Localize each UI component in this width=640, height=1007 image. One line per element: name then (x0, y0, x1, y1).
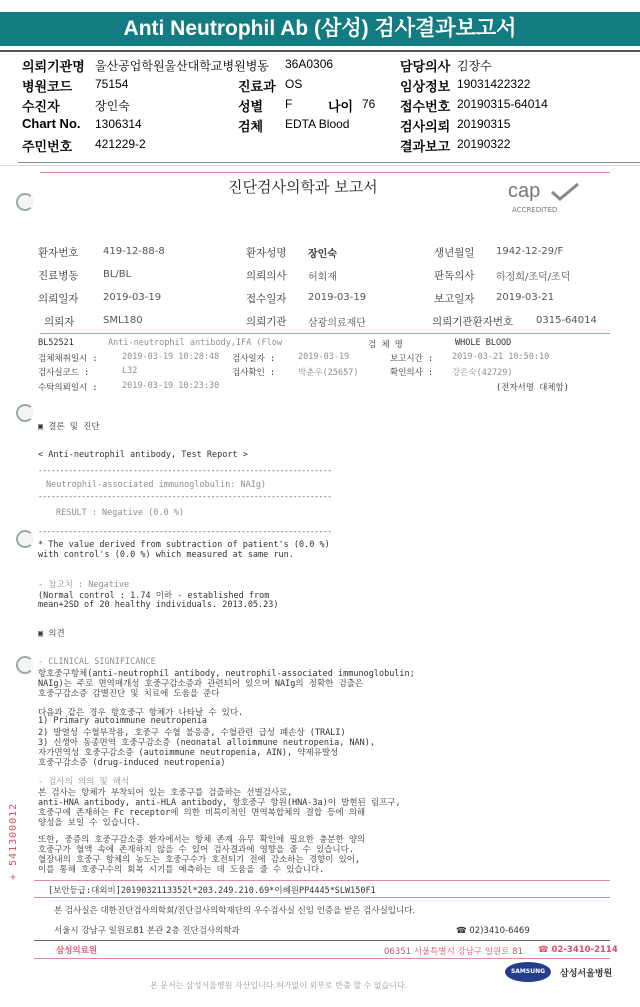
org-patient-no-value: 0315-64014 (536, 315, 597, 326)
cert-top-line (34, 880, 610, 881)
header-divider (18, 162, 640, 163)
header-divider-light (0, 165, 640, 166)
test-code: BL52521 (38, 338, 74, 348)
institution-label: 의뢰기관명 (22, 59, 85, 74)
report-date-value: 20190322 (457, 137, 511, 151)
req-doctor-label: 의뢰의사 (246, 270, 287, 282)
section-result-heading: ▣ 결론 및 진단 (38, 422, 100, 432)
confirm-label: 확인의사 : (390, 368, 434, 378)
punch-hole-icon (16, 404, 34, 422)
meaning-line-3: 호중구에 존재하는 Fc receptor에 의한 비특이적인 면역복합체의 결합 등에 의해 (38, 808, 366, 818)
req-org-label: 의뢰기관 (246, 316, 287, 328)
footer-notice: 본 문서는 삼성서울병원 자산입니다.허가없이 외부로 반출 할 수 없습니다. (150, 981, 408, 990)
cap-logo-text: cap (508, 180, 541, 202)
req-date-value: 2019-03-19 (103, 292, 162, 303)
hospital-code-value: 75154 (95, 77, 129, 91)
department-label: 진료과 (238, 79, 276, 94)
clin-line-1: 항호중구항체(anti-neutrophil antibody, neutrophil-associated immunoglobulin; (38, 669, 415, 679)
footer-hospital: 삼성의료원 (56, 946, 98, 956)
receipt-date-value: 2019-03-19 (308, 292, 367, 303)
test-code-label: 검사실코드 : (38, 368, 90, 378)
punch-hole-icon (16, 530, 34, 548)
clin-line-9: 호중구감소증 (drug-induced neutropenia) (38, 758, 226, 768)
confirm-value: 강은숙(42729) (452, 368, 513, 378)
report-time-value: 2019-03-21 10:50:10 (452, 352, 550, 362)
cap-accredited-logo (508, 180, 578, 218)
note-line-1: * The value derived from subtraction of patient's (0.0 %) (38, 540, 330, 550)
name-label: 환자성명 (246, 247, 287, 259)
request-date-value: 20190315 (457, 117, 511, 131)
req-date-label: 의뢰일자 (38, 293, 79, 305)
clin-line-8: 자가면역성 호중구감소증 (autoimmune neutropenia, AIN), 약제유발성 (38, 748, 339, 758)
meaning-line-2: anti-HNA antibody, anti-HLA antibody, 항호중구 항원(HNA-3a)이 발현된 림프구, (38, 798, 401, 808)
dash-line: -------------------------------------------------------------------- (38, 527, 332, 536)
requester-label: 의뢰자 (44, 316, 75, 328)
punch-hole-icon (16, 656, 34, 674)
dob-label: 생년월일 (434, 247, 475, 259)
reading-doctor-value: 하정희/조덕/조덕 (496, 272, 571, 283)
name-value: 장인숙 (308, 249, 337, 260)
test-name: Anti-neutrophil antibody,IFA (Flow (108, 338, 282, 348)
cap-logo-sub: ACCREDITED (512, 206, 558, 214)
age-value: 76 (362, 97, 376, 111)
cert-mid-line (34, 897, 610, 898)
meaning-title: - 검사의 의의 및 해석 (38, 777, 130, 787)
report-title: Anti Neutrophil Ab (삼성) 검사결과보고서 (0, 12, 640, 46)
rrn-label: 주민번호 (22, 139, 73, 154)
specimen-name-label: 검 체 명 (368, 340, 403, 350)
meaning-line-1: 본 검사는 항체가 부착되어 있는 호중구를 검출하는 선별검사로, (38, 788, 293, 798)
clinical-info-label: 임상정보 (400, 79, 451, 94)
info-divider (40, 333, 610, 334)
collect-value: 2019-03-19 10:28:48 (122, 352, 220, 362)
patient-value: 장인숙 (95, 99, 130, 113)
clin-line-2: NAIg)는 주로 면역매개성 호중구감소증과 관련되어 있으며 NAIg의 정확한 검출은 (38, 679, 364, 689)
test-date-label: 검사일자 : (232, 354, 276, 364)
patient-no-value: 419-12-88-8 (103, 246, 165, 257)
report-date-label-2: 보고일자 (434, 293, 475, 305)
test-date-value: 2019-03-19 (298, 352, 350, 362)
dob-value: 1942-12-29/F (496, 246, 564, 257)
security-line: [보안등급:대외비]2019032113352l*203.249.210.69*이혜원PP4445*SLW150F1 (48, 886, 376, 896)
patient-label: 수진자 (22, 99, 60, 114)
institution-value: 울산공업학원울산대학교병원병동 (95, 59, 269, 73)
doctor-value: 김장수 (457, 59, 492, 73)
clinical-info-value: 19031422322 (457, 77, 531, 91)
cert-bottom-line (34, 940, 610, 941)
meaning-line-6: 호중구가 혈액 속에 존재하지 않을 수 있어 검사결과에 영향을 줄 수 있습니다. (38, 845, 354, 855)
chart-value: 1306314 (95, 117, 142, 131)
institution-code: 36A0306 (285, 57, 334, 71)
clin-line-4: 다음과 같은 경우 항호중구 항체가 나타날 수 있다. (38, 708, 244, 718)
sex-label: 성별 (238, 99, 264, 114)
clin-title: - CLINICAL SIGNIFICANCE (38, 657, 156, 667)
dash-line: -------------------------------------------------------------------- (38, 466, 332, 475)
doctor-label: 담당의사 (400, 59, 451, 74)
rrn-value: 421229-2 (95, 137, 146, 151)
report-top-line (40, 172, 610, 173)
receipt-time-value: 2019-03-19 10:23:30 (122, 381, 220, 391)
test-code-value: L32 (122, 366, 138, 376)
receipt-no-value: 20190315-64014 (457, 97, 548, 111)
meaning-line-5: 또한, 중증의 호중구감소증 환자에서는 항체 존재 유무 확인에 필요한 충분한 양의 (38, 835, 366, 845)
table-header: Neutrophil-associated immunoglobulin: NAIg) (46, 480, 267, 490)
req-org-value: 삼광의료재단 (308, 318, 366, 329)
report-date-label: 결과보고 (400, 139, 451, 154)
meaning-line-8: 이를 통해 호중구수의 회복 시기를 예측하는 데 도움을 줄 수 있습니다. (38, 865, 325, 875)
ref-line-1: - 참고치 : Negative (38, 580, 130, 590)
meaning-line-4: 양성을 보일 수 있습니다. (38, 818, 141, 828)
receipt-date-label: 접수일자 (246, 293, 287, 305)
report-heading: 진단검사의학과 보고서 (228, 178, 378, 196)
note-line-2: with control's (0.0 %) which measured at same run. (38, 550, 294, 560)
patient-no-label: 환자번호 (38, 247, 79, 259)
result-line: RESULT : Negative (0.0 %) (56, 508, 184, 518)
ref-line-3: mean+2SD of 20 healthy individuals. 2013.05.23) (38, 600, 279, 610)
request-date-label: 검사의뢰 (400, 119, 451, 134)
req-doctor-value: 허회재 (308, 272, 337, 283)
collect-label: 검체채취일시 : (38, 354, 98, 364)
footer-brand: 삼성서울병원 (560, 969, 613, 979)
specimen-name-value: WHOLE BLOOD (455, 338, 512, 348)
requester-value: SML180 (103, 315, 143, 326)
ref-line-2: (Normal control : 1.74 이하 - established from (38, 591, 270, 601)
title-underline (0, 50, 640, 52)
cert-note: 본 검사실은 대한진단검사의학회/진단검사의학재단의 우수검사실 신임 인증을 받은 검사실입니다. (54, 906, 416, 916)
sex-value: F (285, 97, 293, 111)
lab-phone: ☎ 02)3410-6469 (456, 926, 530, 936)
esign-note: (전자서명 대체함) (496, 383, 569, 393)
section-opinion-heading: ▣ 의견 (38, 629, 65, 639)
footer-line (34, 958, 610, 959)
chart-label: Chart No. (22, 116, 81, 131)
verify-label: 검사확인 : (232, 368, 276, 378)
ward-label: 진료병동 (38, 270, 79, 282)
receipt-time-label: 수탁의뢰일시 : (38, 383, 98, 393)
reading-doctor-label: 판독의사 (434, 270, 475, 282)
samsung-logo: SAMSUNG (505, 962, 551, 982)
lab-address: 서울시 강남구 일원로81 본관 2층 진단검사의학과 (54, 926, 240, 936)
hospital-code-label: 병원코드 (22, 79, 73, 94)
report-time-label: 보고시간 : (390, 354, 434, 364)
test-report-title: < Anti-neutrophil antibody, Test Report > (38, 450, 248, 460)
ward-value: BL/BL (103, 269, 132, 280)
org-patient-no-label: 의뢰기관환자번호 (432, 316, 514, 328)
footer-address: 06351 서울특별시 강남구 일원로 81 (384, 947, 523, 957)
vertical-stamp: + 541300012 (8, 802, 19, 880)
footer-phone: ☎ 02-3410-2114 (538, 945, 618, 955)
clin-line-3: 호중구감소증 감별진단 및 치료에 도움을 준다 (38, 689, 220, 699)
punch-hole-icon (16, 193, 34, 211)
report-date-value-2: 2019-03-21 (496, 292, 555, 303)
age-label: 나이 (328, 99, 354, 114)
department-value: OS (285, 77, 303, 91)
specimen-value: EDTA Blood (285, 117, 350, 131)
specimen-label: 검체 (238, 119, 264, 134)
meaning-line-7: 혈장내의 호중구 항체의 농도는 호중구수가 호전되기 전에 감소하는 경향이 있어, (38, 855, 361, 865)
dash-line: -------------------------------------------------------------------- (38, 492, 332, 501)
checkmark-icon (548, 182, 582, 202)
receipt-no-label: 접수번호 (400, 99, 451, 114)
clin-line-5: 1) Primary autoimmune neutropenia (38, 716, 207, 726)
clin-line-7: 3) 신생아 동종면역 호중구감소증 (neonatal alloimmune neutropenia, NAN), (38, 738, 376, 748)
clin-line-6: 2) 발열성 수혈부작용, 호중구 수혈 불응증, 수혈관련 급성 폐손상 (TRALI) (38, 728, 346, 738)
verify-value: 박춘우(25657) (298, 368, 359, 378)
